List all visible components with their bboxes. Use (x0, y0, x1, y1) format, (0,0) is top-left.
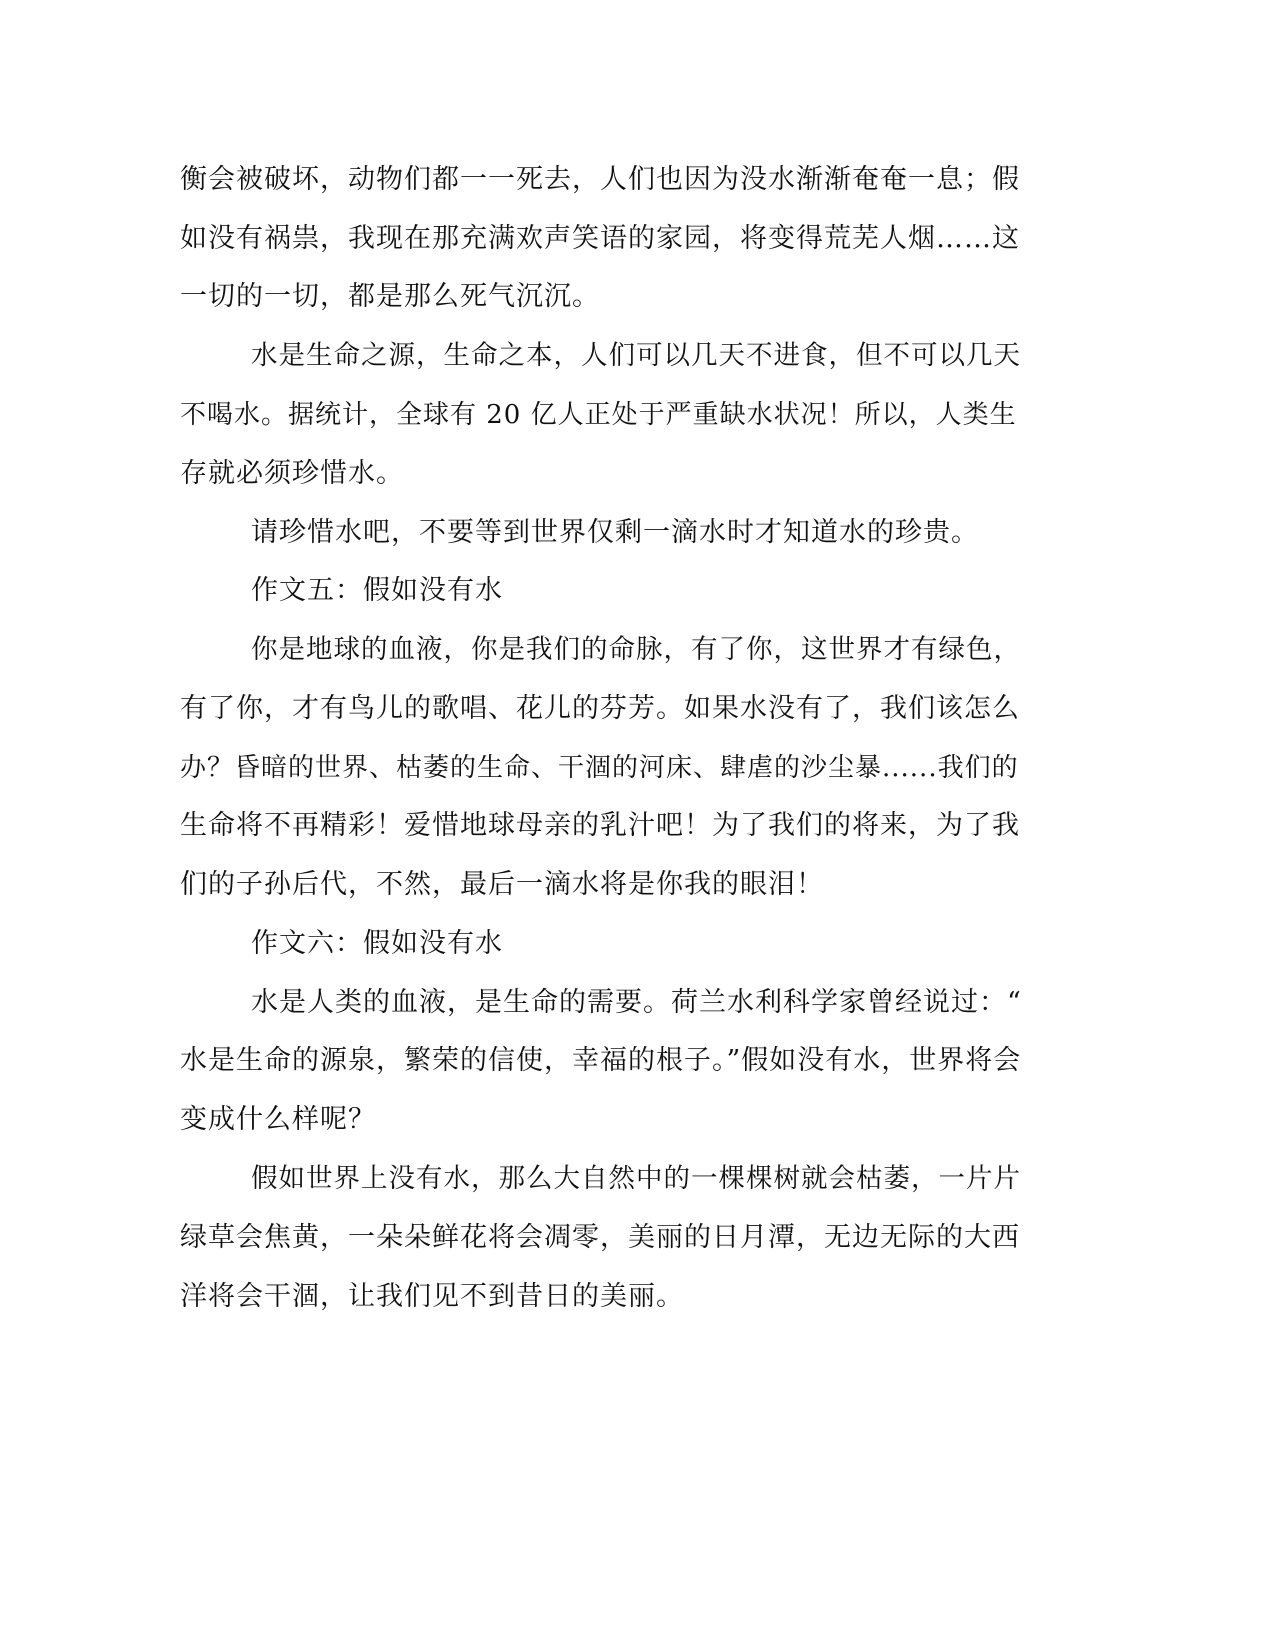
paragraph-line: 变成什么样呢？ (180, 1104, 376, 1135)
paragraph-line: 洋将会干涸，让我们见不到昔日的美丽。 (180, 1281, 684, 1312)
paragraph-line: 水是生命的源泉，繁荣的信使，幸福的根子。”假如没有水，世界将会 (180, 1045, 1022, 1076)
paragraph-line: 绿草会焦黄，一朵朵鲜花将会凋零，美丽的日月潭，无边无际的大西 (180, 1222, 1020, 1253)
paragraph-line: 衡会被破坏，动物们都一一死去，人们也因为没水渐渐奄奄一息；假 (180, 164, 1020, 195)
paragraph-first-line: 你是地球的血液，你是我们的命脉，有了你，这世界才有绿色， (251, 634, 1021, 665)
paragraph-line: 如没有祸祟，我现在那充满欢声笑语的家园，将变得荒芜人烟……这 (180, 223, 1020, 254)
paragraph-first-line: 假如世界上没有水，那么大自然中的一棵棵树就会枯萎，一片片 (251, 1163, 1021, 1194)
paragraph-line: 有了你，才有鸟儿的歌唱、花儿的芬芳。如果水没有了，我们该怎么 (180, 693, 1020, 724)
paragraph-first-line: 请珍惜水吧，不要等到世界仅剩一滴水时才知道水的珍贵。 (251, 517, 979, 548)
paragraph-line: 不喝水。据统计，全球有 20 亿人正处于严重缺水状况！所以，人类生 (180, 400, 1017, 430)
paragraph-first-line: 水是生命之源，生命之本，人们可以几天不进食，但不可以几天 (251, 340, 1021, 371)
paragraph-first-line: 作文六：假如没有水 (251, 928, 503, 959)
paragraph-line: 生命将不再精彩！爱惜地球母亲的乳汁吧！为了我们的将来，为了我 (180, 810, 1020, 841)
paragraph-first-line: 作文五：假如没有水 (251, 575, 503, 606)
paragraph-line: 存就必须珍惜水。 (180, 458, 404, 489)
paragraph-first-line: 水是人类的血液，是生命的需要。荷兰水利科学家曾经说过：“ (251, 987, 1022, 1018)
paragraph-line: 一切的一切，都是那么死气沉沉。 (180, 281, 600, 312)
paragraph-line: 办？昏暗的世界、枯萎的生命、干涸的河床、肆虐的沙尘暴......我们的 (180, 753, 1019, 783)
paragraph-line: 们的子孙后代，不然，最后一滴水将是你我的眼泪！ (180, 869, 824, 900)
